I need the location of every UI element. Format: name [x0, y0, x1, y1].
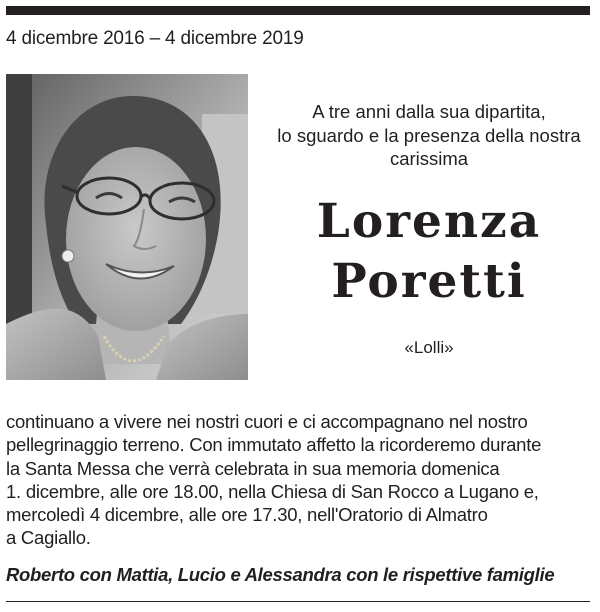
date-range: 4 dicembre 2016 – 4 dicembre 2019: [6, 28, 304, 49]
intro-line: A tre anni dalla sua dipartita,: [312, 101, 546, 122]
signature: Roberto con Mattia, Lucio e Alessandra con le rispettive famiglie: [6, 564, 555, 585]
intro-line: lo sguardo e la presenza della nostra: [277, 124, 581, 146]
body-line: 1. dicembre, alle ore 18.00, nella Chiesa di San Rocco a Lugano e,: [6, 480, 539, 502]
body-line: mercoledì 4 dicembre, alle ore 17.30, nell'Oratorio di Almatro: [6, 504, 488, 526]
body-line: la Santa Messa che verrà celebrata in sua memoria domenica: [6, 457, 500, 479]
body-text: [6, 410, 596, 550]
top-rule: [6, 6, 590, 15]
bottom-rule: [6, 601, 590, 602]
body-line: a Cagiallo.: [6, 527, 91, 549]
portrait-photo: [6, 74, 248, 380]
first-name: Lorenza: [316, 194, 542, 249]
intro-line: carissima: [389, 148, 469, 169]
nickname: «Lolli»: [404, 338, 454, 357]
intro-text: [262, 100, 596, 171]
body-line: pellegrinaggio terreno. Con immutato affetto la ricorderemo durante: [6, 434, 542, 456]
last-name: Poretti: [331, 254, 527, 309]
body-line: continuano a vivere nei nostri cuori e ci accompagnano nel nostro: [6, 411, 528, 432]
